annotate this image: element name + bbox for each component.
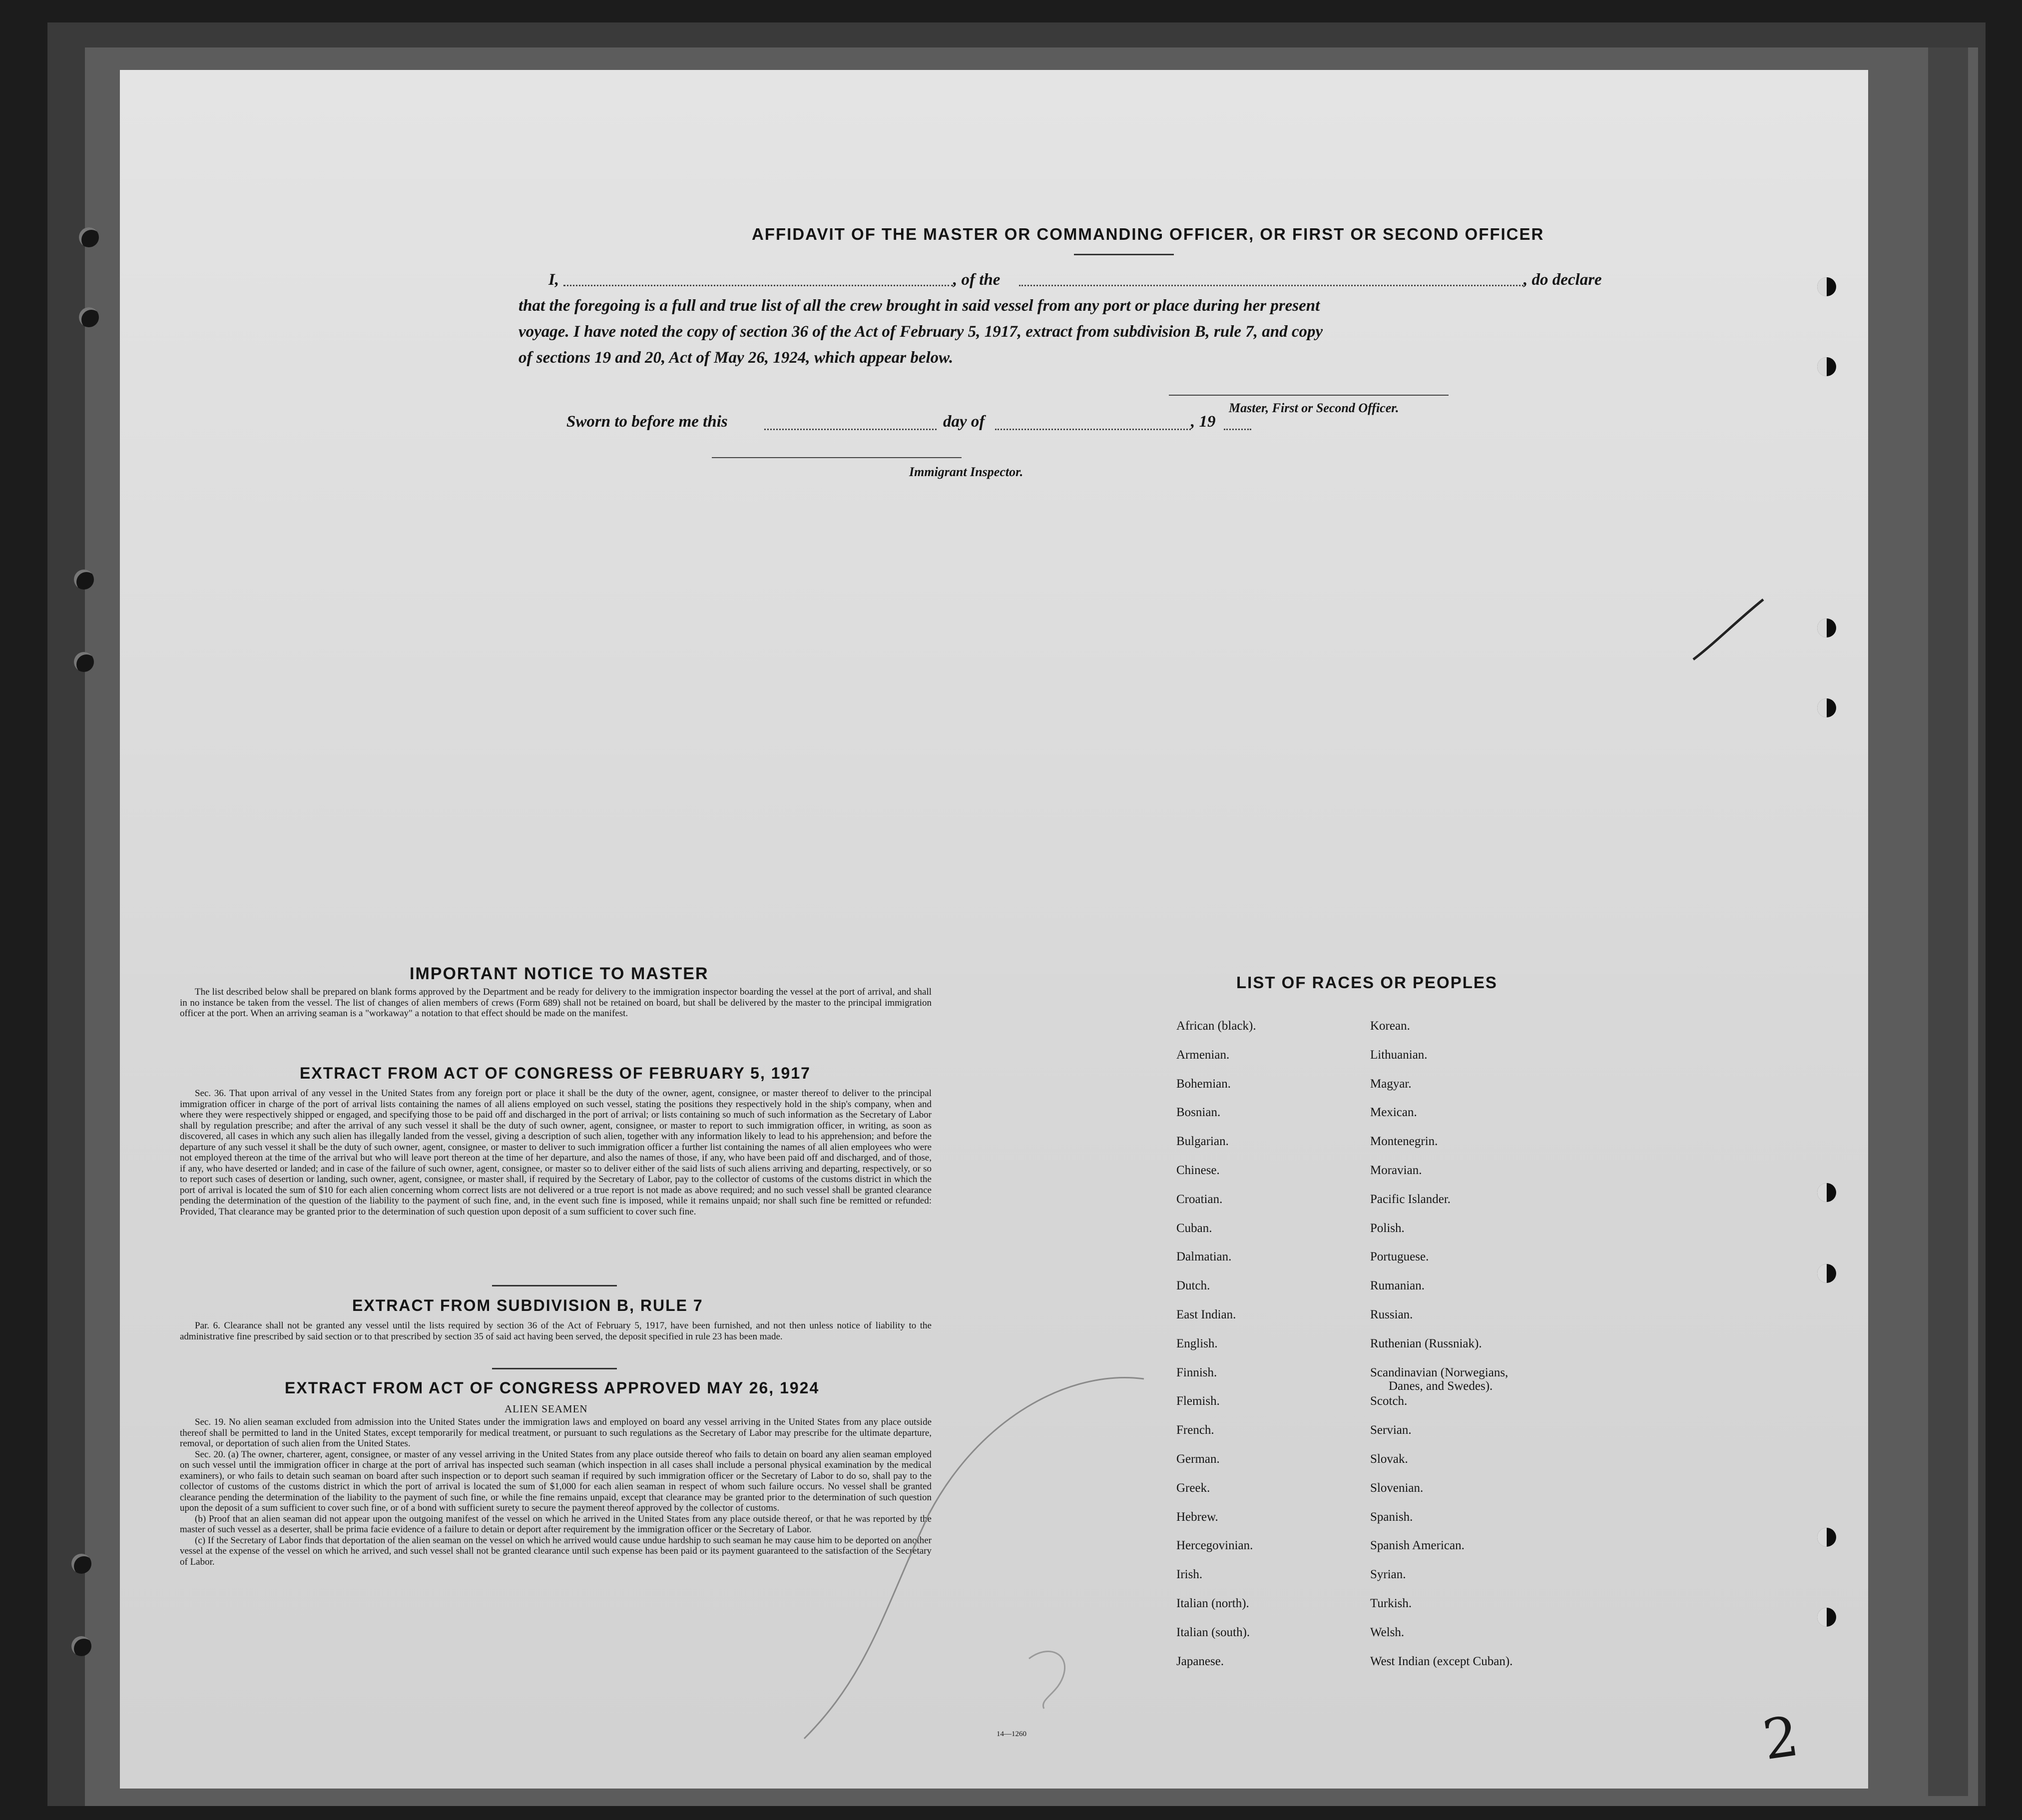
race-item: Spanish. — [1370, 1510, 1413, 1524]
race-item: Dalmatian. — [1176, 1250, 1232, 1264]
punch-hole-icon — [1817, 1264, 1836, 1283]
title-rule — [1074, 254, 1174, 255]
master-caption: Master, First or Second Officer. — [1229, 401, 1399, 415]
race-item: Scandinavian (Norwegians, — [1370, 1365, 1509, 1379]
race-item: Hebrew. — [1176, 1510, 1218, 1524]
alien-seamen-subtitle: ALIEN SEAMEN — [505, 1403, 588, 1415]
race-item: Bohemian. — [1176, 1077, 1231, 1091]
race-item: Ruthenian (Russniak). — [1370, 1336, 1482, 1350]
sec-20b-paragraph: (b) Proof that an alien seaman did not appear upon the outgoing manifest of the vessel on which he arrived in the United States from any place outside thereof, or that he was reported by the master of such vessel as a deserter, shall be prima facie evidence of a failure to detain or deport after requirement by the immigration officer or the Secretary of Labor. — [180, 1513, 932, 1535]
name-blank[interactable] — [563, 285, 953, 286]
race-item: African (black). — [1176, 1019, 1256, 1033]
race-item: Russian. — [1370, 1308, 1413, 1321]
race-item: Bosnian. — [1176, 1106, 1221, 1120]
race-item: Hercegovinian. — [1176, 1539, 1253, 1553]
race-item: Montenegrin. — [1370, 1135, 1438, 1149]
race-item: Greek. — [1176, 1481, 1210, 1495]
race-item: Armenian. — [1176, 1048, 1230, 1062]
sec-20a-paragraph: Sec. 20. (a) The owner, charterer, agent, consignee, or master of any vessel arriving in the United States from any place outside thereof who fails to detain on board any alien seaman employed on such vessel until the immigration officer in charge at the port of arrival has inspected such seaman (which inspection in all cases shall include a personal physical examination by the medical examiners), or who fails to detain such seaman on board after such inspection or to deport such seaman if required by such immigration officer or the Secretary of Labor to do so, shall pay to the collector of customs of the customs district in which the port of arrival is located the sum of $1,000 for each alien seaman in respect of whom such failure occurs. No vessel shall be granted clearance pending the determination of the liability to the payment of such fine, or while the fine remains unpaid, except that clearance may be granted prior to the determination of such question upon the deposit of a sum sufficient to cover such fine, or of a bond with sufficient surety to secure the payment thereof approved by the collector of customs. — [180, 1449, 932, 1513]
race-item: Flemish. — [1176, 1394, 1220, 1408]
race-item: Danes, and Swedes). — [1389, 1379, 1493, 1393]
affidavit-line3: voyage. I have noted the copy of section 36 of the Act of February 5, 1917, extract from subdivision B, rule 7, and copy — [518, 323, 1323, 341]
sworn-day-of: day of — [943, 413, 985, 431]
race-item: Spanish American. — [1370, 1539, 1465, 1553]
pen-stroke — [1688, 595, 1768, 669]
sec-36-paragraph: Sec. 36. That upon arrival of any vessel in the United States from any foreign port or place it shall be the duty of the owner, agent, consignee, or master thereof to deliver to the principal immigration officer in charge of the port of arrival lists containing the names of all aliens employed on such vessel, stating the positions they respectively hold in the ship's company, when and where they were respectively shipped or engaged, and specifying those to be paid off and discharged in the port of arrival; or lists containing so much of such information as the Secretary of Labor shall by regulation prescribe; and after the arrival of any such vessel it shall be the duty of such owner, agent, consignee, or master to report to such immigration officer, in writing, as soon as discovered, all cases in which any such alien has illegally landed from the vessel, giving a description of such alien, together with any information likely to lead to his apprehension; and before the departure of any such vessel it shall be the duty of such owner, agent, consignee, or master to deliver to such immigration officer a further list containing the names of all alien employees who were not employed thereon at the time of the arrival but who will leave port thereon at the time of her departure, and also the names of those, if any, who have been paid off and discharged, and of those, if any, who have deserted or landed; and in case of the failure of such owner, agent, consignee, or master so to deliver either of the said lists of such aliens arriving and departing, respectively, or so to report such cases of desertion or landing, such owner, agent, consignee, or master shall, if required by the Secretary of Labor, pay to the collector of customs of the customs district in which the port of arrival is located the sum of $10 for each alien concerning whom correct lists are not delivered or a true report is not made as above required; and no such vessel shall be granted clearance pending the determination of the question of the liability to the payment of such fine, and, in the event such fine is imposed, while it remains unpaid; nor shall such fine be remitted or refunded: Provided, That clearance may be granted prior to the determination of such question upon deposit of a sum sufficient to cover such fine. — [180, 1088, 932, 1217]
underlying-sheet-edge — [1928, 47, 1968, 1796]
race-item: German. — [1176, 1452, 1220, 1466]
section-rule — [492, 1285, 617, 1286]
sworn-year: , 19 — [1191, 413, 1216, 431]
race-item: Welsh. — [1370, 1625, 1405, 1639]
punch-hole-icon — [1817, 698, 1836, 717]
binder-hole-icon — [74, 570, 94, 590]
extract-rule7-title: EXTRACT FROM SUBDIVISION B, RULE 7 — [352, 1296, 703, 1314]
affidavit-declare: , do declare — [1523, 271, 1602, 289]
sworn-prefix: Sworn to before me this — [566, 413, 728, 431]
race-item: Slovak. — [1370, 1452, 1408, 1466]
extract-1917-body — [180, 1088, 932, 1217]
punch-hole-icon — [1817, 357, 1836, 376]
race-item: Finnish. — [1176, 1365, 1217, 1379]
sworn-month-blank[interactable] — [995, 429, 1191, 430]
crew-list-page — [120, 70, 1868, 1789]
binder-hole-icon — [71, 1554, 91, 1574]
punch-hole-icon — [1817, 1608, 1836, 1627]
vessel-blank[interactable] — [1019, 285, 1523, 286]
inspector-signature-line[interactable] — [712, 457, 962, 458]
affidavit-of-the: , of the — [953, 271, 1001, 289]
extract-1924-title: EXTRACT FROM ACT OF CONGRESS APPROVED MAY 26, 1924 — [285, 1379, 820, 1397]
affidavit-title: AFFIDAVIT OF THE MASTER OR COMMANDING OFFICER, OR FIRST OR SECOND OFFICER — [752, 225, 1544, 243]
race-item: Slovenian. — [1370, 1481, 1424, 1495]
sec-20c-paragraph: (c) If the Secretary of Labor finds that deportation of the alien seaman on the vessel on which he arrived would cause undue hardship to such seaman he may cause him to be deported on another vessel at the expense of the vessel on which he arrived, and such vessel shall not be granted clearance until such expense has been paid or its payment guaranteed to the satisfaction of the Secretary of Labor. — [180, 1535, 932, 1567]
inspector-caption: Immigrant Inspector. — [909, 465, 1023, 479]
binder-hole-icon — [79, 227, 99, 247]
binder-hole-icon — [74, 652, 94, 672]
race-item: Croatian. — [1176, 1192, 1223, 1206]
race-item: Irish. — [1176, 1568, 1203, 1582]
extract-1917-title: EXTRACT FROM ACT OF CONGRESS OF FEBRUARY 5, 1917 — [300, 1064, 811, 1082]
race-item: Servian. — [1370, 1423, 1412, 1437]
punch-hole-icon — [1817, 1183, 1836, 1202]
race-item: Rumanian. — [1370, 1279, 1425, 1293]
par-6-paragraph: Par. 6. Clearance shall not be granted any vessel until the lists required by section 36 of the Act of February 5, 1917, have been furnished, and not then unless notice of liability to the administrative fine prescribed by said section or to that prescribed by section 35 of said act having been served, the deposit specified in rule 23 has been made. — [180, 1320, 932, 1342]
punch-hole-icon — [1817, 618, 1836, 637]
race-item: Polish. — [1370, 1221, 1405, 1235]
race-item: Mexican. — [1370, 1106, 1417, 1120]
race-item: Italian (south). — [1176, 1625, 1250, 1639]
race-item: Japanese. — [1176, 1654, 1224, 1668]
sec-19-paragraph: Sec. 19. No alien seaman excluded from admission into the United States under the immigration laws and employed on board any vessel arriving in the United States from any place outside thereof shall be permitted to land in the United States, except temporarily for medical treatment, or pursuant to such regulations as the Secretary of Labor may prescribe for the ultimate departure, removal, or deportation of such alien from the United States. — [180, 1417, 932, 1449]
master-signature-line[interactable] — [1169, 395, 1449, 396]
binder-hole-icon — [79, 307, 99, 327]
race-item: Portuguese. — [1370, 1250, 1429, 1264]
race-item: West Indian (except Cuban). — [1370, 1654, 1513, 1668]
race-item: Moravian. — [1370, 1164, 1422, 1177]
sworn-year-blank[interactable] — [1224, 429, 1251, 430]
notice-body — [180, 987, 932, 1019]
section-rule — [492, 1368, 617, 1369]
notice-title: IMPORTANT NOTICE TO MASTER — [410, 964, 709, 983]
binder-hole-icon — [71, 1636, 91, 1656]
race-item: Syrian. — [1370, 1568, 1406, 1582]
punch-hole-icon — [1817, 277, 1836, 296]
race-item: Chinese. — [1176, 1164, 1220, 1177]
race-item: East Indian. — [1176, 1308, 1236, 1321]
affidavit-line4: of sections 19 and 20, Act of May 26, 1924, which appear below. — [518, 349, 954, 367]
extract-rule7-body — [180, 1320, 932, 1342]
form-number: 14—1260 — [997, 1730, 1026, 1738]
affidavit-line1-prefix: I, — [548, 271, 559, 289]
notice-paragraph: The list described below shall be prepared on blank forms approved by the Department and be ready for delivery to the immigration inspector boarding the vessel at the port of arrival, and shall in no instance be taken from the vessel. The list of changes of alien members of crews (Form 689) shall not be retained on board, but shall be delivered by the master to the principal immigration officer at the port. When an arriving seaman is a "workaway" a notation to that effect should be made on the manifest. — [180, 987, 932, 1019]
race-item: Scotch. — [1370, 1394, 1408, 1408]
race-item: Lithuanian. — [1370, 1048, 1428, 1062]
race-item: Korean. — [1370, 1019, 1410, 1033]
race-item: Italian (north). — [1176, 1597, 1249, 1610]
race-item: Pacific Islander. — [1370, 1192, 1451, 1206]
race-item: Dutch. — [1176, 1279, 1210, 1293]
affidavit-line2: that the foregoing is a full and true list of all the crew brought in said vessel from any port or place during her present — [518, 297, 1320, 315]
pencil-scribble — [719, 1349, 1169, 1774]
race-item: Cuban. — [1176, 1221, 1212, 1235]
race-item: English. — [1176, 1336, 1218, 1350]
punch-hole-icon — [1817, 1528, 1836, 1547]
races-title: LIST OF RACES OR PEOPLES — [1236, 973, 1498, 992]
race-item: Bulgarian. — [1176, 1135, 1229, 1149]
sworn-day-blank[interactable] — [764, 429, 937, 430]
race-item: French. — [1176, 1423, 1214, 1437]
race-item: Magyar. — [1370, 1077, 1412, 1091]
race-item: Turkish. — [1370, 1597, 1412, 1610]
handwritten-page-number: 2 — [1759, 1704, 1803, 1773]
